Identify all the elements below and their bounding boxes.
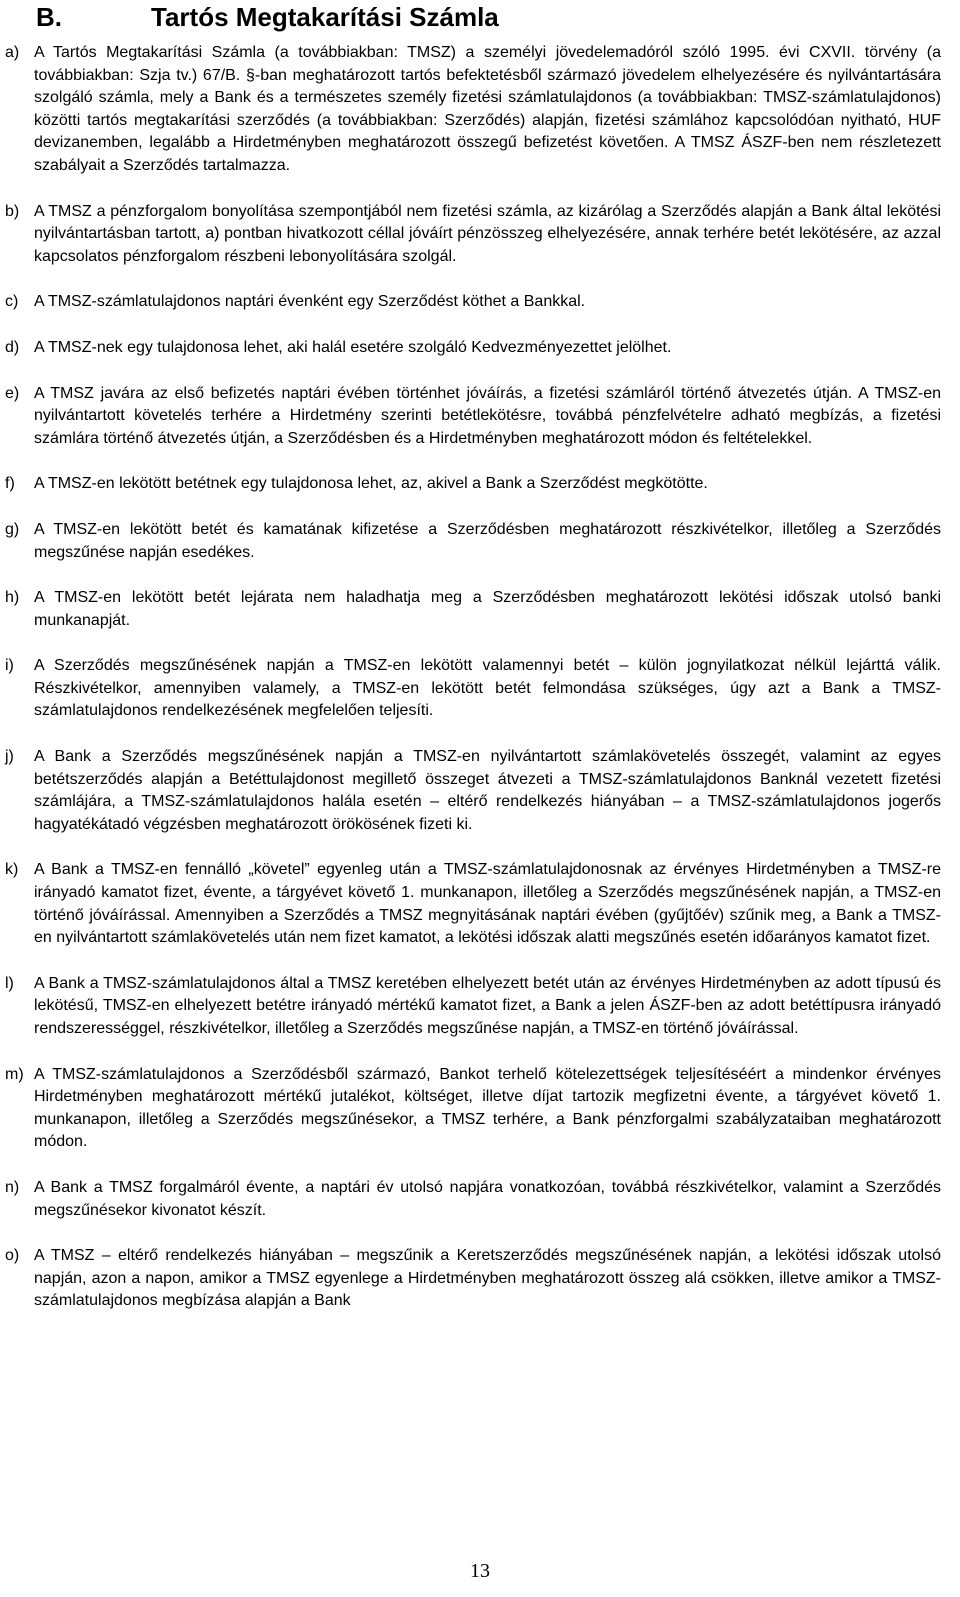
- section-number: B.: [36, 2, 62, 32]
- item-label: d): [5, 338, 20, 356]
- list-item: [5, 201, 941, 269]
- list-item: [5, 1245, 941, 1313]
- item-text: A Bank a TMSZ forgalmáról évente, a naptári év utolsó napjára vonatkozóan, továbbá részkivételkor, valamint a Szerződés megszűnésekor kivonatot készít.: [34, 1178, 941, 1219]
- list-item: [5, 746, 941, 836]
- list-item: [5, 1177, 941, 1222]
- list-item: [5, 1064, 941, 1154]
- item-text: A TMSZ javára az első befizetés naptári évében történhet jóváírás, a fizetési számláról történő átvezetés útján. A TMSZ-en nyilvántartott követelés terhére a Hirdetmény szerinti betétlekötésre, továbbá pénzfelvételre adható megbízás, a fizetési számlára történő átvezetés útján, a Szerződésben és a Hirdetményben meghatározott módon és feltételekkel.: [34, 384, 941, 447]
- list-item: [5, 42, 941, 178]
- section-title: Tartós Megtakarítási Számla: [151, 2, 499, 32]
- item-text: A TMSZ – eltérő rendelkezés hiányában – megszűnik a Keretszerződés megszűnésének napján, a lekötési időszak utolsó napján, azon a napon, amikor a TMSZ egyenlege a Hirdetményben meghatározott összeg alá csökken, illetve amikor a TMSZ-számlatulajdonos megbízása alapján a Bank: [34, 1247, 941, 1310]
- item-label: k): [5, 861, 19, 879]
- item-label: b): [5, 202, 20, 220]
- list-item: [5, 473, 941, 496]
- item-label: c): [5, 293, 19, 311]
- item-text: A TMSZ-en lekötött betétnek egy tulajdonosa lehet, az, akivel a Bank a Szerződést megkötötte.: [34, 475, 708, 493]
- list-item: [5, 291, 941, 314]
- list-item: [5, 519, 941, 564]
- item-text: A TMSZ-en lekötött betét lejárata nem haladhatja meg a Szerződésben meghatározott lekötési időszak utolsó banki munkanapját.: [34, 589, 941, 629]
- item-text: A Szerződés megszűnésének napján a TMSZ-en lekötött valamennyi betét – külön jognyilatkozat nélkül lejárttá válik. Részkivételkor, amennyiben valamely, a TMSZ-en lekötött betét felmondása szükséges, úgy azt a Bank a TMSZ-számlatulajdonos rendelkezésének megfelelően teljesíti.: [34, 657, 941, 720]
- item-text: A Bank a Szerződés megszűnésének napján a TMSZ-en nyilvántartott számlakövetelés összegét, valamint az egyes betétszerződés alapján a Betéttulajdonost megillető összeget átvezeti a TMSZ-számlatulajdonos Banknál vezetett fizetési számlájára, a TMSZ-számlatulajdonos halála esetén – eltérő rendelkezés hiányában – a TMSZ-számlatulajdonos jogerős hagyatékátadó végzésben meghatározott örökösének fizeti ki.: [34, 748, 941, 833]
- item-label: h): [5, 589, 20, 607]
- item-text: A TMSZ-nek egy tulajdonosa lehet, aki halál esetére szolgáló Kedvezményezettet jelölhet.: [34, 338, 672, 356]
- item-label: e): [5, 384, 20, 402]
- item-text: A TMSZ-számlatulajdonos naptári évenként egy Szerződést köthet a Bankkal.: [34, 293, 586, 311]
- item-label: f): [5, 475, 15, 493]
- list-item: [5, 973, 941, 1041]
- item-text: A TMSZ-en lekötött betét és kamatának kifizetése a Szerződésben meghatározott részkivételkor, illetőleg a Szerződés megszűnése napján esedékes.: [34, 520, 941, 561]
- item-text: A Bank a TMSZ-en fennálló „követel” egyenleg után a TMSZ-számlatulajdonosnak az érvényes Hirdetményben a TMSZ-re irányadó kamatot fizet, évente, a tárgyévet követő 1. munkanapon, illetőleg a Szerződés megszűnésének napján, a TMSZ-en történő jóváírással. Amennyiben a Szerződés a TMSZ megnyitásának naptári évében (gyűjtőév) szűnik meg, a Bank a TMSZ-en nyilvántartott számlakövetelés után nem fizet kamatot, a lekötési időszak alatti megszűnés esetén időarányos kamatot fizet.: [34, 861, 941, 947]
- item-label: m): [5, 1065, 24, 1083]
- list-item: [5, 587, 941, 632]
- item-label: a): [5, 44, 20, 61]
- list-item: [5, 859, 941, 949]
- item-text: A Bank a TMSZ-számlatulajdonos által a TMSZ keretében elhelyezett betét után az érvényes Hirdetményben az adott típusú és lekötésű, TMSZ-en elhelyezett betétre irányadó mértékű kamatot fizet, a Bank a jelen ÁSZF-ben az adott betéttípusra irányadó rendszerességgel, részkivételkor, illetőleg a Szerződés megszűnése napján, a TMSZ-en történő jóváírással.: [34, 974, 941, 1037]
- list-item: [5, 655, 941, 723]
- item-label: i): [5, 657, 14, 675]
- item-label: l): [5, 974, 14, 992]
- item-text: A TMSZ a pénzforgalom bonyolítása szempontjából nem fizetési számla, az kizárólag a Szerződés alapján a Bank által lekötési nyilvántartásban tartott, a) pontban hivatkozott céllal jóváírt pénzösszeg elhelyezésére, annak terhére betét lekötésére, az azzal kapcsolatos pénzforgalom részbeni lebonyolítására szolgál.: [34, 202, 941, 265]
- page-number: 13: [470, 1560, 490, 1582]
- item-text: A TMSZ-számlatulajdonos a Szerződésből származó, Bankot terhelő kötelezettségek teljesítéséért a mindenkor érvényes Hirdetményben meghatározott mértékű jutalékot, költséget, illetve díjat tartozik megfizetni évente, a tárgyévet követő 1. munkanapon, illetőleg a Szerződés megszűnésekor, a TMSZ terhére, a Bank pénzforgalmi szabályzataiban meghatározott módon.: [34, 1065, 941, 1151]
- section-items: [0, 42, 960, 1336]
- item-label: g): [5, 520, 20, 538]
- section-heading: [36, 0, 499, 34]
- list-item: [5, 383, 941, 451]
- item-label: o): [5, 1247, 20, 1265]
- item-label: j): [5, 748, 14, 766]
- list-item: [5, 337, 941, 360]
- item-text: A Tartós Megtakarítási Számla (a továbbiakban: TMSZ) a személyi jövedelemadóról szóló 1995. évi CXVII. törvény (a továbbiakban: Szja tv.) 67/B. §-ban meghatározott tartós befektetésből származó jövedelem elhelyezésére és nyilvántartására szolgáló számla, mely a Bank és a természetes személy fizetési számlatulajdonos (a továbbiakban: TMSZ-számlatulajdonos) közötti tartós megtakarítási szerződés (a továbbiakban: Szerződés) alapján, fizetési számlához kapcsolódóan nyitható, HUF devizanemben, legalább a Hirdetményben meghatározott összegű befizetést követően. A TMSZ ÁSZF-ben nem részletezett szabályait a Szerződés tartalmazza.: [34, 44, 941, 174]
- item-label: n): [5, 1178, 20, 1196]
